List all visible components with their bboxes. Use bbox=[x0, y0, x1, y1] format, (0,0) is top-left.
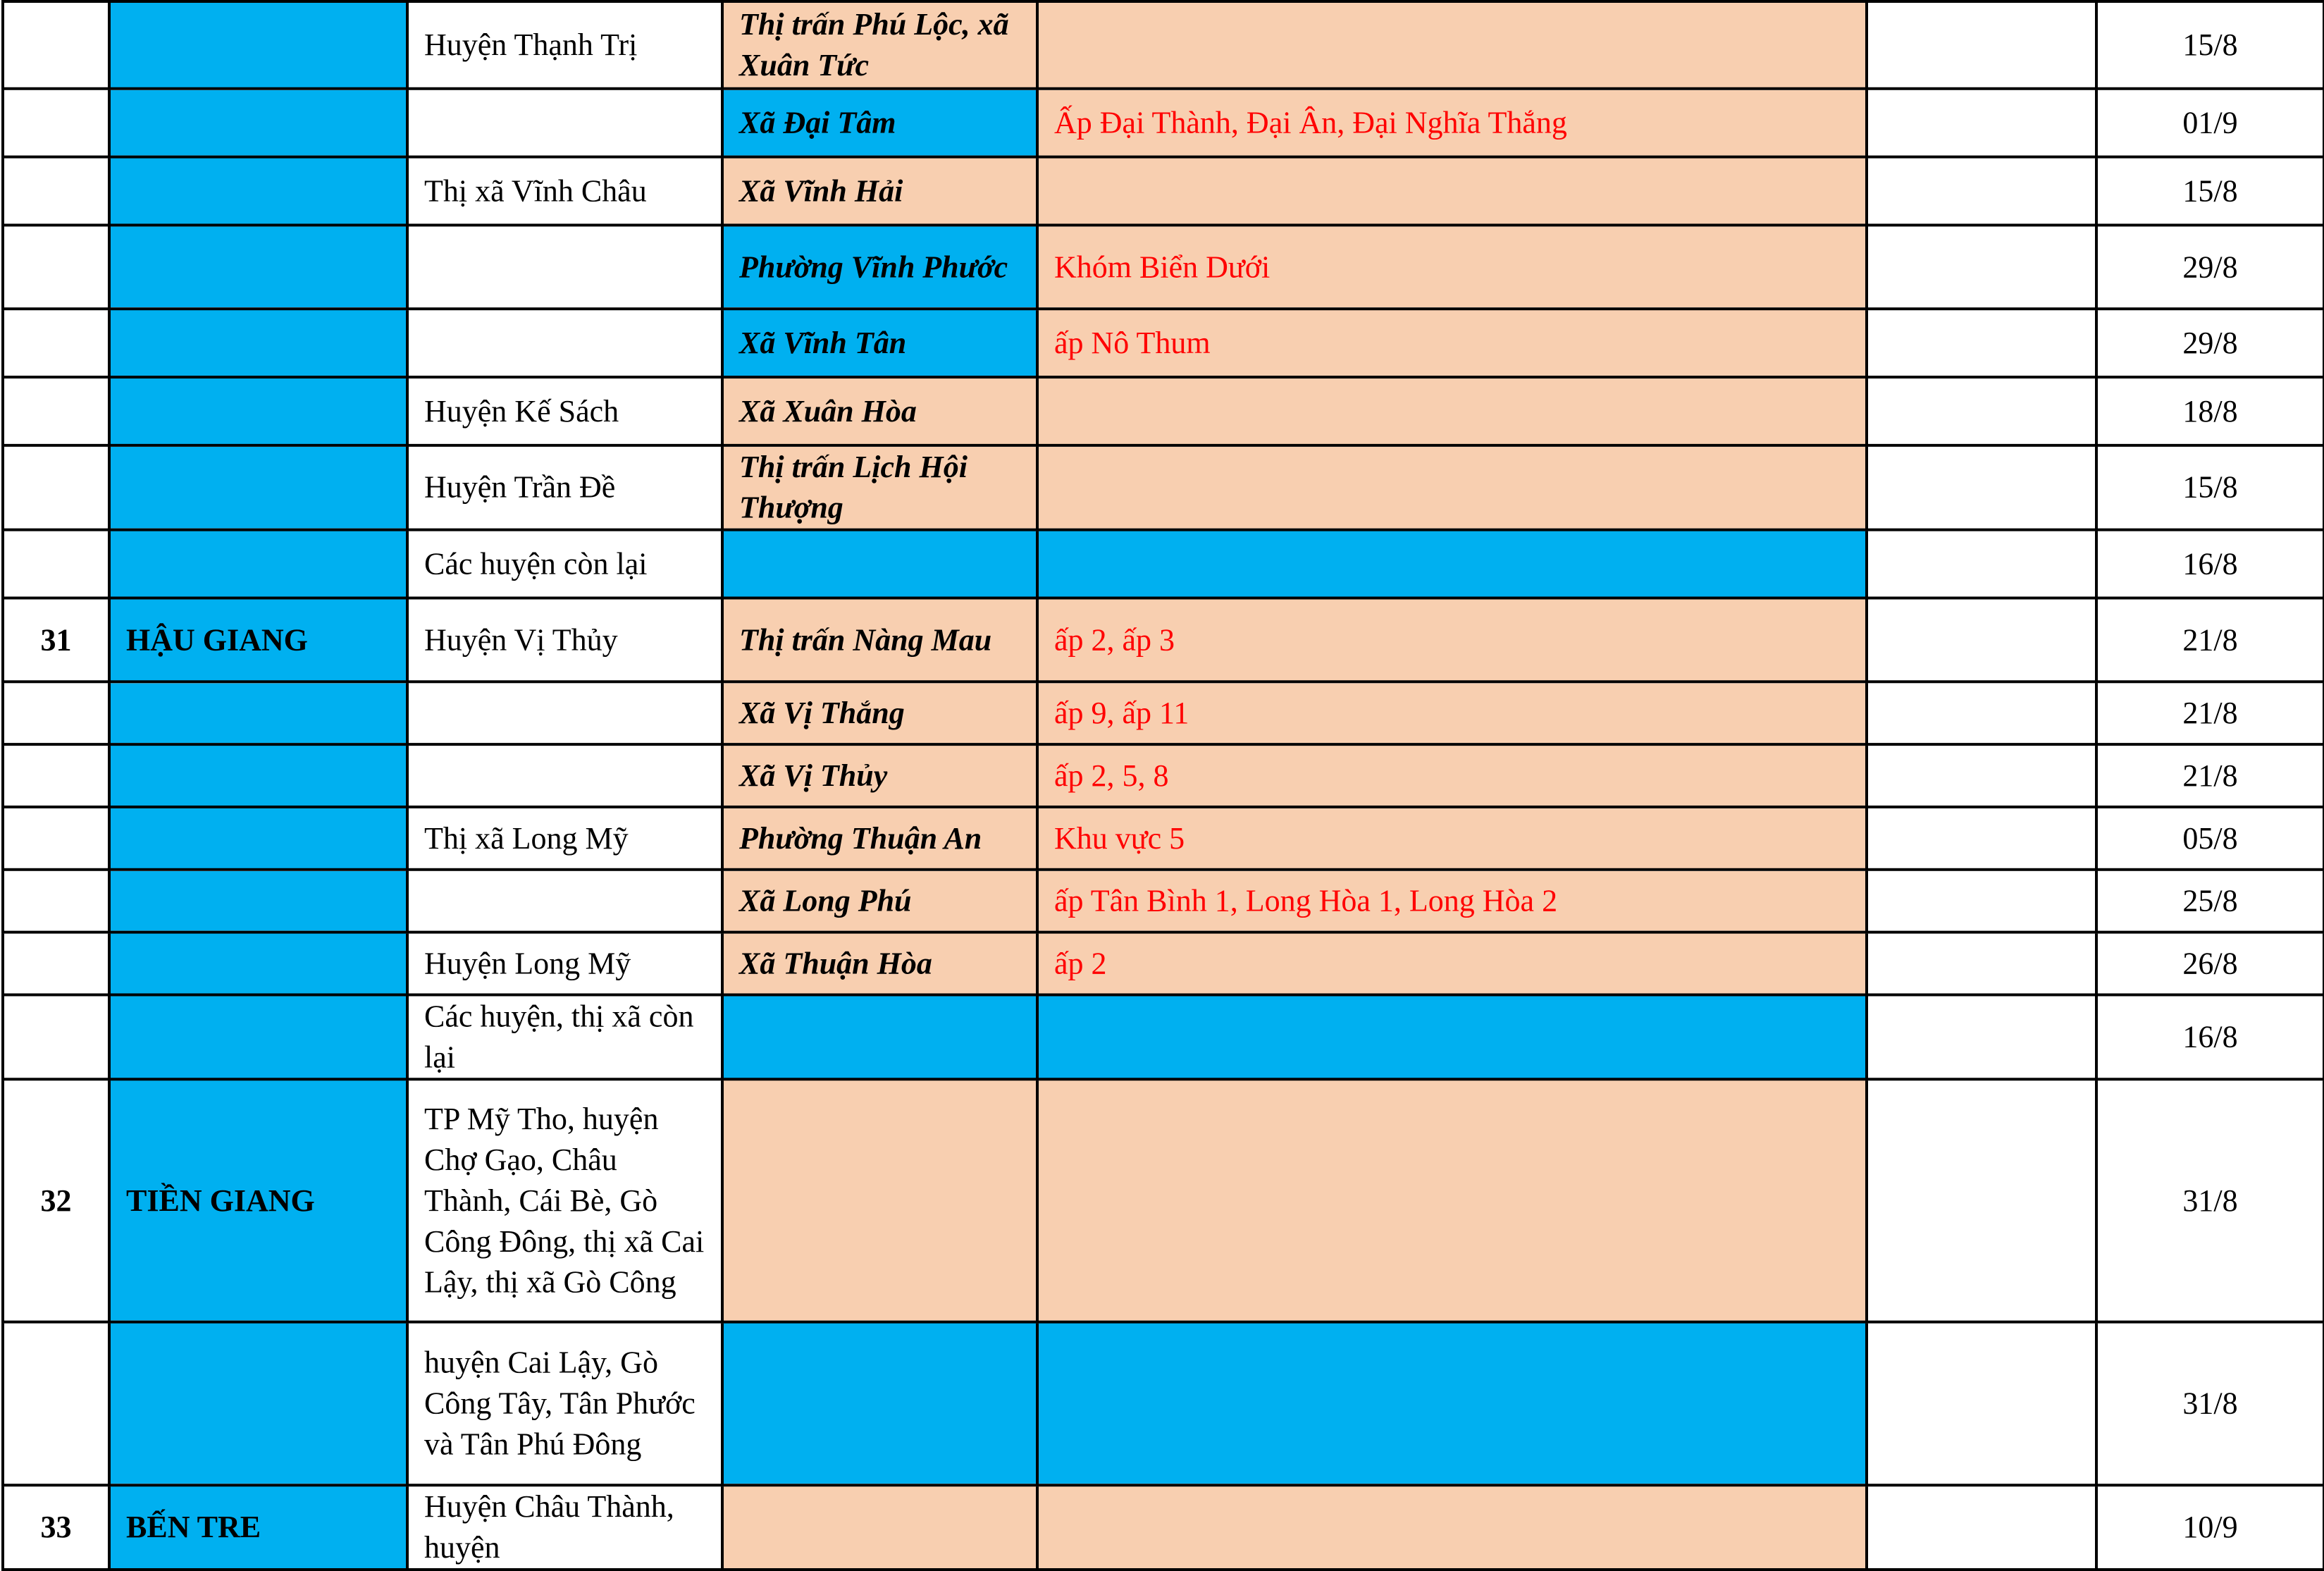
stt-cell bbox=[3, 1, 109, 89]
ward-cell bbox=[722, 994, 1037, 1079]
empty-cell bbox=[1867, 377, 2096, 445]
stt-cell bbox=[3, 225, 109, 309]
province-cell: TIỀN GIANG bbox=[109, 1079, 407, 1322]
table-row bbox=[3, 598, 2324, 682]
ward-cell: Thị trấn Nàng Mau bbox=[722, 598, 1037, 682]
stt-cell bbox=[3, 377, 109, 445]
ward-cell: Thị trấn Phú Lộc, xã Xuân Tức bbox=[722, 1, 1037, 89]
district-cell bbox=[407, 89, 722, 157]
ward-cell: Phường Thuận An bbox=[722, 807, 1037, 870]
detail-cell bbox=[1037, 377, 1867, 445]
province-cell bbox=[109, 530, 407, 598]
province-cell bbox=[109, 682, 407, 744]
ward-cell bbox=[722, 1485, 1037, 1570]
empty-cell bbox=[1867, 744, 2096, 807]
province-cell bbox=[109, 377, 407, 445]
date-cell: 21/8 bbox=[2096, 744, 2324, 807]
empty-cell bbox=[1867, 530, 2096, 598]
table-row bbox=[3, 1079, 2324, 1322]
district-cell bbox=[407, 744, 722, 807]
province-cell: HẬU GIANG bbox=[109, 598, 407, 682]
detail-cell bbox=[1037, 1485, 1867, 1570]
district-cell: Huyện Kế Sách bbox=[407, 377, 722, 445]
detail-cell bbox=[1037, 445, 1867, 530]
detail-cell: Khóm Biển Dưới bbox=[1037, 225, 1867, 309]
table-row bbox=[3, 1485, 2324, 1570]
ward-cell: Xã Long Phú bbox=[722, 870, 1037, 932]
empty-cell bbox=[1867, 309, 2096, 377]
date-cell: 31/8 bbox=[2096, 1322, 2324, 1486]
province-cell bbox=[109, 309, 407, 377]
district-cell: Các huyện còn lại bbox=[407, 530, 722, 598]
province-cell bbox=[109, 1, 407, 89]
table-row bbox=[3, 994, 2324, 1079]
ward-cell bbox=[722, 1322, 1037, 1486]
ward-cell: Xã Đại Tâm bbox=[722, 89, 1037, 157]
stt-cell bbox=[3, 445, 109, 530]
date-cell: 15/8 bbox=[2096, 1, 2324, 89]
district-cell bbox=[407, 682, 722, 744]
ward-cell bbox=[722, 530, 1037, 598]
detail-cell bbox=[1037, 1, 1867, 89]
empty-cell bbox=[1867, 89, 2096, 157]
ward-cell: Xã Xuân Hòa bbox=[722, 377, 1037, 445]
empty-cell bbox=[1867, 1, 2096, 89]
table-row bbox=[3, 445, 2324, 530]
empty-cell bbox=[1867, 870, 2096, 932]
table-row bbox=[3, 225, 2324, 309]
date-cell: 21/8 bbox=[2096, 682, 2324, 744]
district-cell bbox=[407, 309, 722, 377]
schedule-table bbox=[1, 0, 2324, 1571]
stt-cell: 31 bbox=[3, 598, 109, 682]
ward-cell: Xã Vị Thắng bbox=[722, 682, 1037, 744]
district-cell: Thị xã Vĩnh Châu bbox=[407, 157, 722, 226]
date-cell: 18/8 bbox=[2096, 377, 2324, 445]
stt-cell bbox=[3, 1322, 109, 1486]
ward-cell bbox=[722, 1079, 1037, 1322]
stt-cell bbox=[3, 932, 109, 995]
detail-cell bbox=[1037, 157, 1867, 226]
table-row bbox=[3, 1, 2324, 89]
table-row bbox=[3, 807, 2324, 870]
date-cell: 16/8 bbox=[2096, 530, 2324, 598]
empty-cell bbox=[1867, 1322, 2096, 1486]
stt-cell bbox=[3, 870, 109, 932]
stt-cell bbox=[3, 89, 109, 157]
province-cell bbox=[109, 932, 407, 995]
stt-cell: 33 bbox=[3, 1485, 109, 1570]
empty-cell bbox=[1867, 682, 2096, 744]
stt-cell bbox=[3, 994, 109, 1079]
date-cell: 15/8 bbox=[2096, 157, 2324, 226]
detail-cell: Khu vực 5 bbox=[1037, 807, 1867, 870]
district-cell: Thị xã Long Mỹ bbox=[407, 807, 722, 870]
detail-cell: ấp Tân Bình 1, Long Hòa 1, Long Hòa 2 bbox=[1037, 870, 1867, 932]
detail-cell bbox=[1037, 1079, 1867, 1322]
ward-cell: Thị trấn Lịch Hội Thượng bbox=[722, 445, 1037, 530]
province-cell bbox=[109, 89, 407, 157]
stt-cell bbox=[3, 682, 109, 744]
district-cell: Huyện Châu Thành, huyện bbox=[407, 1485, 722, 1570]
province-cell bbox=[109, 1322, 407, 1486]
date-cell: 26/8 bbox=[2096, 932, 2324, 995]
district-cell: Huyện Long Mỹ bbox=[407, 932, 722, 995]
detail-cell: Ấp Đại Thành, Đại Ân, Đại Nghĩa Thắng bbox=[1037, 89, 1867, 157]
ward-cell: Xã Thuận Hòa bbox=[722, 932, 1037, 995]
date-cell: 10/9 bbox=[2096, 1485, 2324, 1570]
table-row bbox=[3, 89, 2324, 157]
district-cell: Huyện Trần Đề bbox=[407, 445, 722, 530]
province-cell bbox=[109, 870, 407, 932]
province-cell bbox=[109, 225, 407, 309]
ward-cell: Xã Vĩnh Hải bbox=[722, 157, 1037, 226]
district-cell: Các huyện, thị xã còn lại bbox=[407, 994, 722, 1079]
district-cell bbox=[407, 225, 722, 309]
province-cell bbox=[109, 445, 407, 530]
detail-cell: ấp Nô Thum bbox=[1037, 309, 1867, 377]
date-cell: 05/8 bbox=[2096, 807, 2324, 870]
detail-cell: ấp 2 bbox=[1037, 932, 1867, 995]
empty-cell bbox=[1867, 598, 2096, 682]
date-cell: 29/8 bbox=[2096, 309, 2324, 377]
date-cell: 21/8 bbox=[2096, 598, 2324, 682]
table-row bbox=[3, 1322, 2324, 1486]
table-row bbox=[3, 932, 2324, 995]
table-row bbox=[3, 309, 2324, 377]
district-cell: huyện Cai Lậy, Gò Công Tây, Tân Phước và Tân Phú Đông bbox=[407, 1322, 722, 1486]
detail-cell bbox=[1037, 1322, 1867, 1486]
empty-cell bbox=[1867, 807, 2096, 870]
stt-cell bbox=[3, 309, 109, 377]
date-cell: 16/8 bbox=[2096, 994, 2324, 1079]
table-body bbox=[3, 1, 2324, 1570]
district-cell: TP Mỹ Tho, huyện Chợ Gạo, Châu Thành, Cái Bè, Gò Công Đông, thị xã Cai Lậy, thị xã Gò Công bbox=[407, 1079, 722, 1322]
detail-cell: ấp 2, 5, 8 bbox=[1037, 744, 1867, 807]
date-cell: 25/8 bbox=[2096, 870, 2324, 932]
empty-cell bbox=[1867, 994, 2096, 1079]
table-row bbox=[3, 682, 2324, 744]
empty-cell bbox=[1867, 445, 2096, 530]
table-row bbox=[3, 377, 2324, 445]
stt-cell: 32 bbox=[3, 1079, 109, 1322]
date-cell: 31/8 bbox=[2096, 1079, 2324, 1322]
province-cell bbox=[109, 994, 407, 1079]
empty-cell bbox=[1867, 1079, 2096, 1322]
table-row bbox=[3, 157, 2324, 226]
date-cell: 15/8 bbox=[2096, 445, 2324, 530]
district-cell bbox=[407, 870, 722, 932]
province-cell: BẾN TRE bbox=[109, 1485, 407, 1570]
detail-cell: ấp 2, ấp 3 bbox=[1037, 598, 1867, 682]
detail-cell bbox=[1037, 530, 1867, 598]
province-cell bbox=[109, 157, 407, 226]
ward-cell: Xã Vị Thủy bbox=[722, 744, 1037, 807]
ward-cell: Xã Vĩnh Tân bbox=[722, 309, 1037, 377]
date-cell: 29/8 bbox=[2096, 225, 2324, 309]
date-cell: 01/9 bbox=[2096, 89, 2324, 157]
table-row bbox=[3, 870, 2324, 932]
stt-cell bbox=[3, 744, 109, 807]
empty-cell bbox=[1867, 225, 2096, 309]
detail-cell: ấp 9, ấp 11 bbox=[1037, 682, 1867, 744]
district-cell: Huyện Vị Thủy bbox=[407, 598, 722, 682]
ward-cell: Phường Vĩnh Phước bbox=[722, 225, 1037, 309]
table-row bbox=[3, 530, 2324, 598]
empty-cell bbox=[1867, 1485, 2096, 1570]
province-cell bbox=[109, 807, 407, 870]
empty-cell bbox=[1867, 157, 2096, 226]
empty-cell bbox=[1867, 932, 2096, 995]
district-cell: Huyện Thạnh Trị bbox=[407, 1, 722, 89]
table-row bbox=[3, 744, 2324, 807]
stt-cell bbox=[3, 157, 109, 226]
province-cell bbox=[109, 744, 407, 807]
detail-cell bbox=[1037, 994, 1867, 1079]
stt-cell bbox=[3, 807, 109, 870]
stt-cell bbox=[3, 530, 109, 598]
